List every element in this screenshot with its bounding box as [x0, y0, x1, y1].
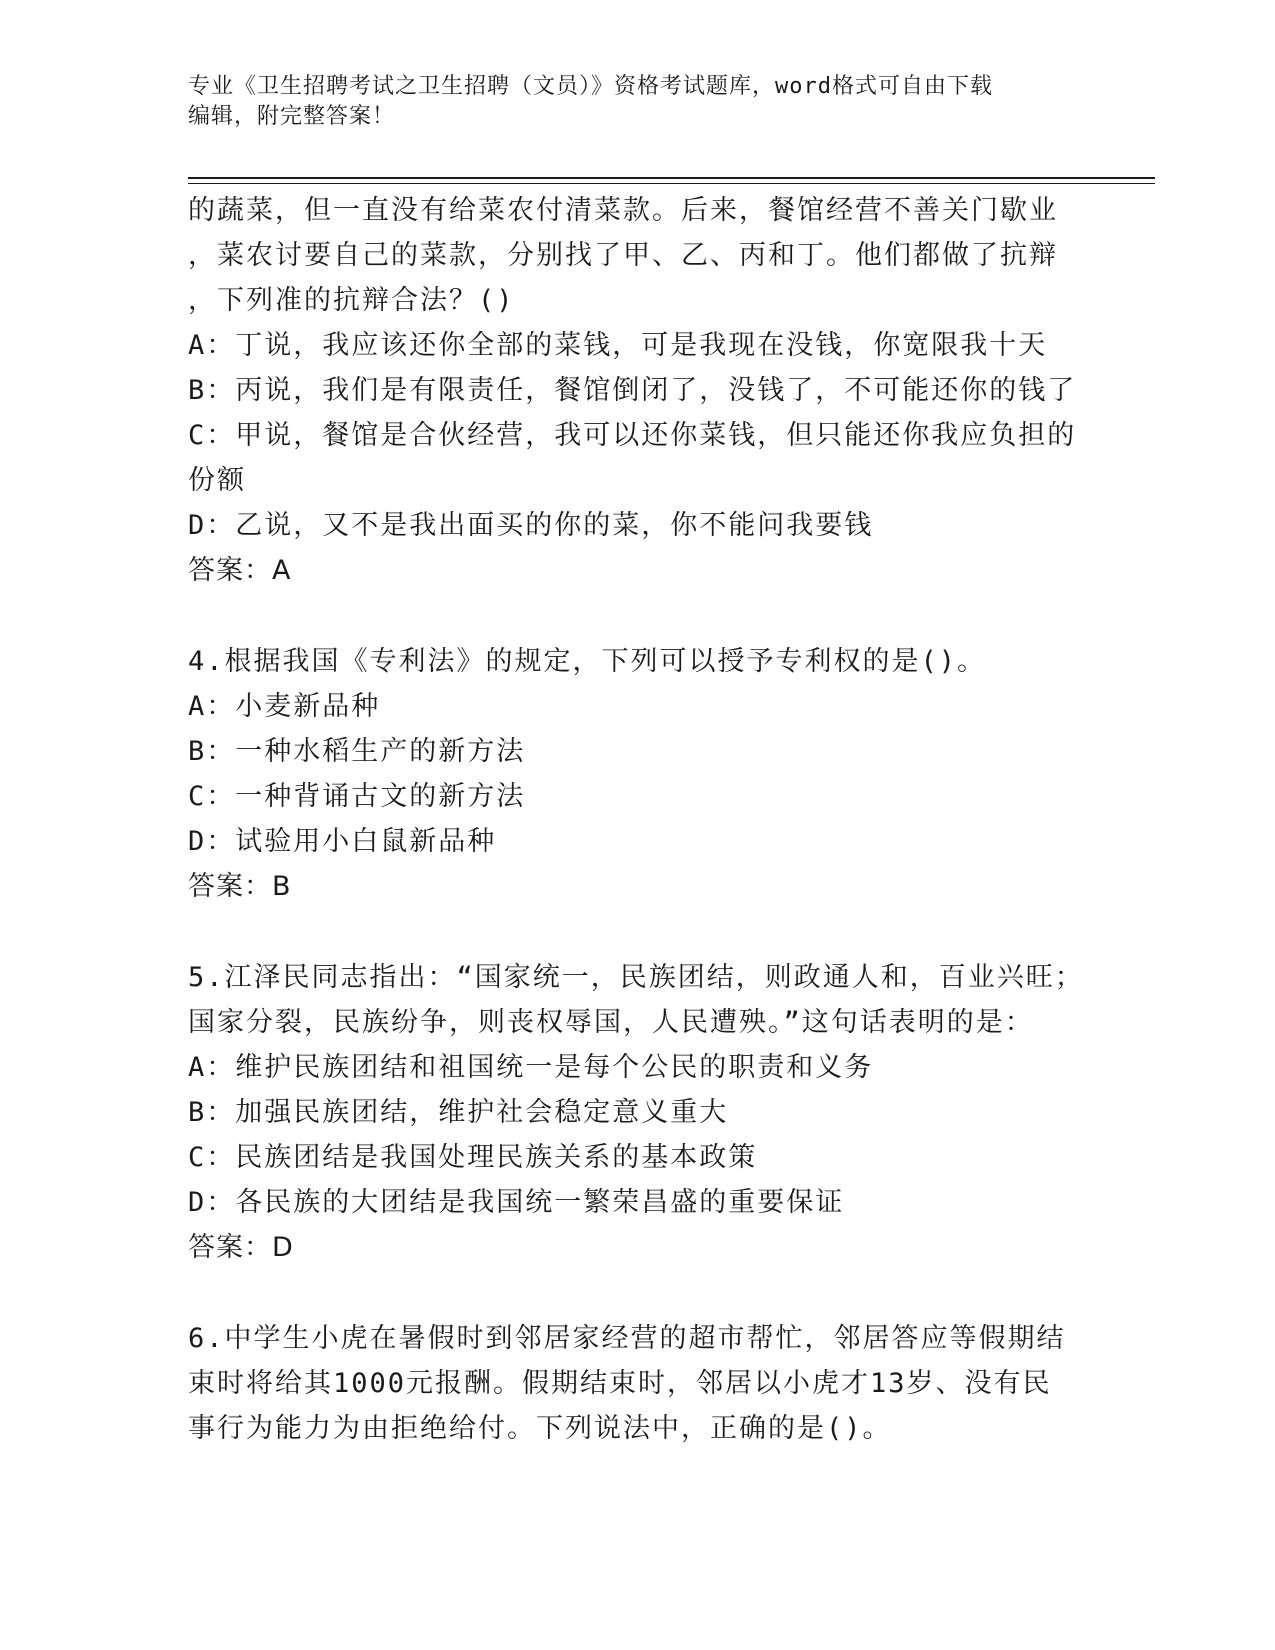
question-4-option-a: A：小麦新品种: [188, 691, 381, 722]
document-header: [188, 72, 1068, 132]
question-3-option-b: B：丙说，我们是有限责任，餐馆倒闭了，没钱了，不可能还你的钱了: [188, 375, 1077, 406]
spacer: [188, 909, 1088, 955]
question-5-stem-line-2: 国家分裂，民族纷争，则丧权辱国，人民遭殃。”这句话表明的是：: [188, 1007, 1034, 1038]
question-5-stem-line-1: 5.江泽民同志指出：“国家统一，民族团结，则政通人和，百业兴旺；: [188, 962, 1084, 993]
question-4-answer: 答案：B: [188, 871, 292, 902]
question-5: [188, 955, 1088, 1270]
question-4-stem: 4.根据我国《专利法》的规定，下列可以授予专利权的是()。: [188, 646, 987, 677]
question-3-stem-line-2: ，菜农讨要自己的菜款，分别找了甲、乙、丙和丁。他们都做了抗辩: [188, 240, 1058, 271]
question-3-option-d: D：乙说，又不是我出面买的你的菜，你不能问我要钱: [188, 510, 874, 541]
question-4: [188, 639, 1088, 909]
header-line-1: 专业《卫生招聘考试之卫生招聘（文员）》资格考试题库，word格式可自由下载: [188, 74, 993, 99]
question-6-stem-line-2: 束时将给其1000元报酬。假期结束时，邻居以小虎才13岁、没有民: [188, 1368, 1052, 1399]
header-divider-thick: [188, 177, 1155, 179]
question-6: [188, 1316, 1088, 1451]
header-divider-thin: [188, 183, 1155, 184]
spacer: [188, 1270, 1088, 1316]
question-3-option-c-cont: 份额: [188, 465, 246, 496]
header-line-2: 编辑，附完整答案！: [188, 104, 396, 129]
question-6-stem-line-1: 6.中学生小虎在暑假时到邻居家经营的超市帮忙，邻居答应等假期结: [188, 1323, 1066, 1354]
question-5-answer: 答案：D: [188, 1232, 294, 1263]
question-content: [188, 188, 1088, 1451]
question-5-option-b: B：加强民族团结，维护社会稳定意义重大: [188, 1097, 729, 1128]
question-5-option-d: D：各民族的大团结是我国统一繁荣昌盛的重要保证: [188, 1187, 845, 1218]
question-6-stem-line-3: 事行为能力为由拒绝给付。下列说法中，正确的是()。: [188, 1413, 892, 1444]
question-5-option-c: C：民族团结是我国处理民族关系的基本政策: [188, 1142, 758, 1173]
question-3-option-a: A：丁说，我应该还你全部的菜钱，可是我现在没钱，你宽限我十天: [188, 330, 1048, 361]
question-4-option-c: C：一种背诵古文的新方法: [188, 781, 526, 812]
question-3-option-c: C：甲说，餐馆是合伙经营，我可以还你菜钱，但只能还你我应负担的: [188, 420, 1077, 451]
question-3: [188, 188, 1088, 593]
question-5-option-a: A：维护民族团结和祖国统一是每个公民的职责和义务: [188, 1052, 874, 1083]
spacer: [188, 593, 1088, 639]
question-4-option-d: D：试验用小白鼠新品种: [188, 826, 497, 857]
question-3-answer: 答案：A: [188, 555, 292, 586]
question-3-stem-line-1: 的蔬菜，但一直没有给菜农付清菜款。后来，餐馆经营不善关门歇业: [188, 195, 1058, 226]
question-3-stem-line-3: ，下列准的抗辩合法？(): [188, 285, 515, 316]
question-4-option-b: B：一种水稻生产的新方法: [188, 736, 526, 767]
